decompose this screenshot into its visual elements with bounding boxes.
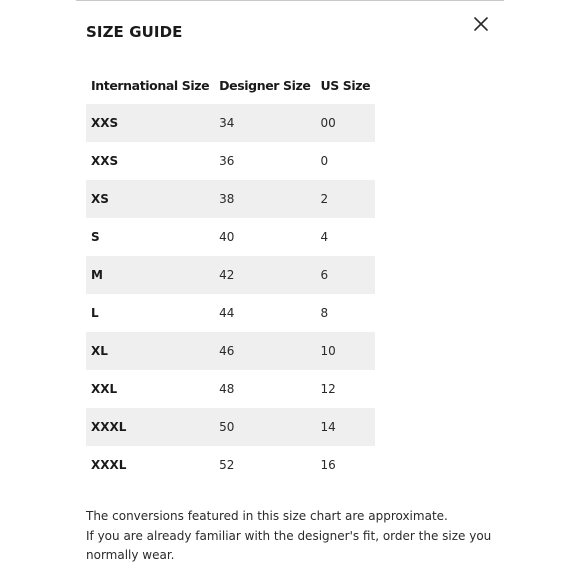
cell-designer-size: 52 xyxy=(219,458,235,472)
cell-us-size: 16 xyxy=(320,458,336,472)
cell-international-size: XS xyxy=(86,180,214,218)
table-row xyxy=(86,332,375,370)
note-line-approximate: The conversions featured in this size chart are approximate. xyxy=(86,509,448,523)
cell-designer-size: 50 xyxy=(214,408,315,446)
cell-us-size: 14 xyxy=(315,408,375,446)
cell-designer-size: 38 xyxy=(214,180,315,218)
table-row xyxy=(86,256,375,294)
header-designer-size: Designer Size xyxy=(219,77,311,93)
cell-international-size: XXL xyxy=(91,382,118,396)
cell-designer-size: 48 xyxy=(219,382,235,396)
cell-us-size: 6 xyxy=(315,256,375,294)
cell-designer-size: 36 xyxy=(219,154,235,168)
cell-designer-size: 44 xyxy=(219,306,235,320)
cell-us-size: 00 xyxy=(315,104,375,142)
table-header-row xyxy=(86,66,375,104)
close-icon-glyph xyxy=(471,14,491,34)
cell-us-size: 2 xyxy=(315,180,375,218)
cell-international-size: XXS xyxy=(91,154,119,168)
cell-designer-size: 46 xyxy=(214,332,315,370)
cell-us-size: 10 xyxy=(315,332,375,370)
modal-top-divider xyxy=(76,0,504,1)
cell-international-size: XXS xyxy=(86,104,214,142)
table-row xyxy=(86,446,375,484)
note-line-designer-fit: If you are already familiar with the designer's fit, order the size you normally wear. xyxy=(86,528,492,562)
cell-us-size: 12 xyxy=(320,382,336,396)
modal-title: SIZE GUIDE xyxy=(86,23,183,41)
cell-international-size: XL xyxy=(86,332,214,370)
table-row xyxy=(86,408,375,446)
table-row xyxy=(86,142,375,180)
cell-us-size: 4 xyxy=(320,230,329,244)
cell-international-size: S xyxy=(91,230,100,244)
table-row xyxy=(86,180,375,218)
header-us-size: US Size xyxy=(320,77,371,93)
size-chart-note xyxy=(86,507,496,566)
cell-international-size: L xyxy=(91,306,99,320)
table-row xyxy=(86,218,375,256)
cell-international-size: XXXL xyxy=(86,408,214,446)
cell-us-size: 0 xyxy=(320,154,329,168)
cell-international-size: XXXL xyxy=(91,458,127,472)
cell-designer-size: 40 xyxy=(219,230,235,244)
cell-international-size: M xyxy=(86,256,214,294)
cell-designer-size: 42 xyxy=(214,256,315,294)
table-row xyxy=(86,294,375,332)
cell-us-size: 8 xyxy=(320,306,329,320)
close-icon[interactable] xyxy=(471,14,491,34)
table-row xyxy=(86,370,375,408)
table-row xyxy=(86,104,375,142)
cell-designer-size: 34 xyxy=(214,104,315,142)
size-guide-modal xyxy=(76,0,504,580)
header-international-size: International Size xyxy=(91,77,210,93)
size-table xyxy=(86,66,375,484)
